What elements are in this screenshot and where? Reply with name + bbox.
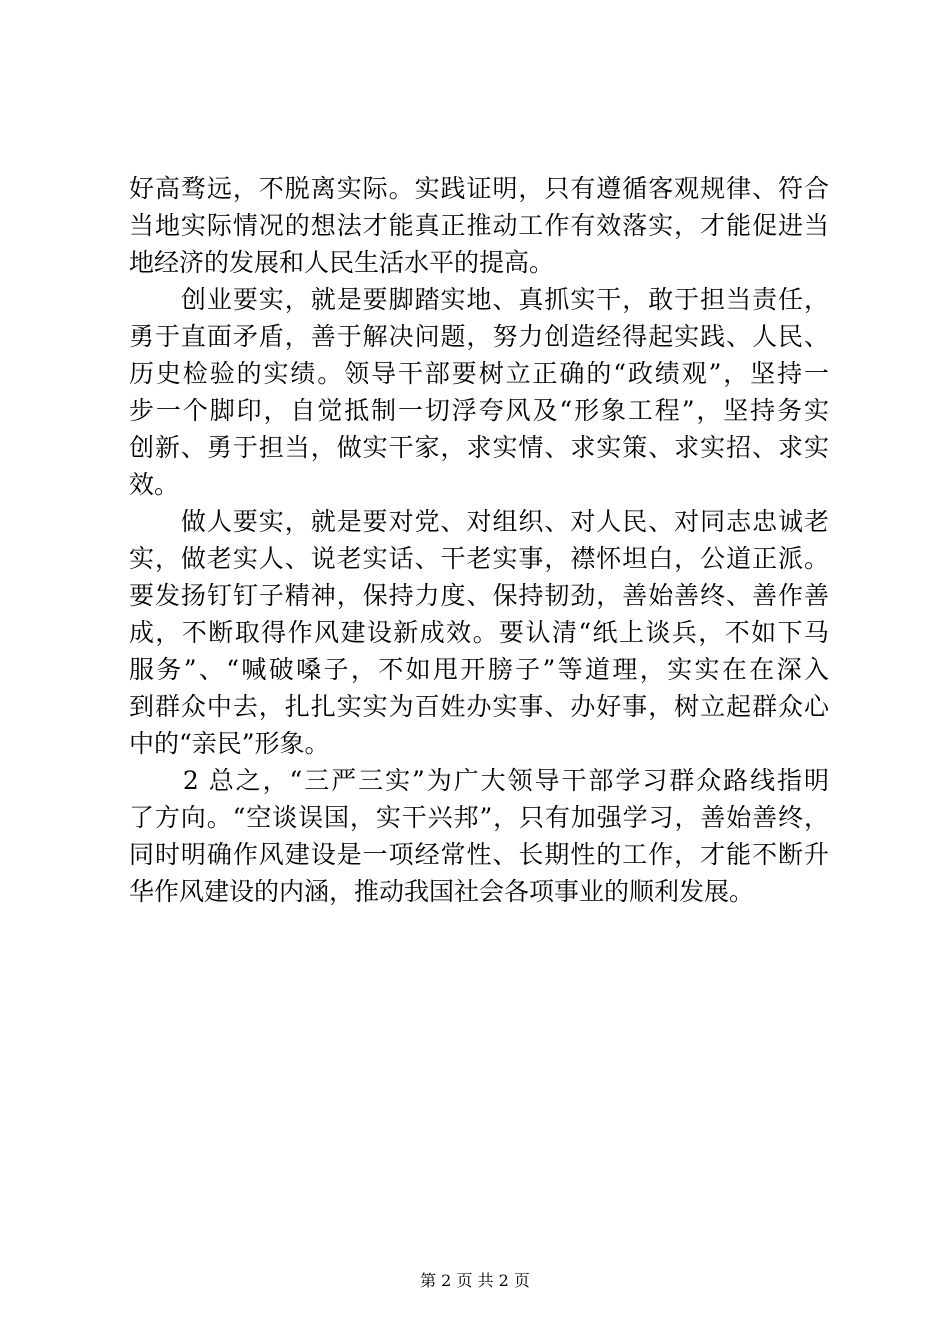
paragraph-2 [129, 281, 829, 503]
text-line: 成，不断取得作风建设新成效。要认清“纸上谈兵，不如下马 [129, 618, 829, 647]
text-line: 要发扬钉钉子精神，保持力度、保持韧劲，善始善终、善作善 [129, 581, 829, 610]
text-line: 勇于直面矛盾，善于解决问题，努力创造经得起实践、人民、 [129, 322, 829, 351]
text-line: 华作风建设的内涵，推动我国社会各项事业的顺利发展。 [129, 877, 755, 906]
paragraph-4 [129, 762, 829, 910]
text-line: 效。 [129, 470, 180, 499]
text-line: 同时明确作风建设是一项经常性、长期性的工作，才能不断升 [129, 840, 829, 869]
text-line: 历史检验的实绩。领导干部要树立正确的“政绩观”，坚持一 [129, 359, 829, 388]
text-line: 实，做老实人、说老实话、干老实事，襟怀坦白，公道正派。 [129, 544, 829, 573]
text-line: 创新、勇于担当，做实干家，求实情、求实策、求实招、求实 [129, 433, 829, 462]
text-line: 2 总之，“三严三实”为广大领导干部学习群众路线指明 [129, 766, 829, 795]
text-line: 好高骛远，不脱离实际。实践证明，只有遵循客观规律、符合 [129, 174, 829, 203]
page-number-footer: 第 2 页 共 2 页 [420, 1271, 530, 1290]
text-line: 了方向。“空谈误国，实干兴邦”，只有加强学习，善始善终， [129, 803, 829, 832]
text-line: 服务”、“喊破嗓子，不如甩开膀子”等道理，实实在在深入 [129, 655, 829, 684]
text-line: 步一个脚印，自觉抵制一切浮夸风及“形象工程”，坚持务实 [129, 396, 829, 425]
document-body [129, 170, 829, 910]
text-line: 创业要实，就是要脚踏实地、真抓实干，敢于担当责任， [129, 285, 829, 314]
text-line: 做人要实，就是要对党、对组织、对人民、对同志忠诚老 [129, 507, 829, 536]
paragraph-1 [129, 170, 829, 281]
text-line: 到群众中去，扎扎实实为百姓办实事、办好事，树立起群众心 [129, 692, 829, 721]
text-line: 当地实际情况的想法才能真正推动工作有效落实，才能促进当 [129, 211, 829, 240]
paragraph-3 [129, 503, 829, 762]
text-line: 中的“亲民”形象。 [129, 729, 330, 758]
text-line: 地经济的发展和人民生活水平的提高。 [129, 248, 555, 277]
